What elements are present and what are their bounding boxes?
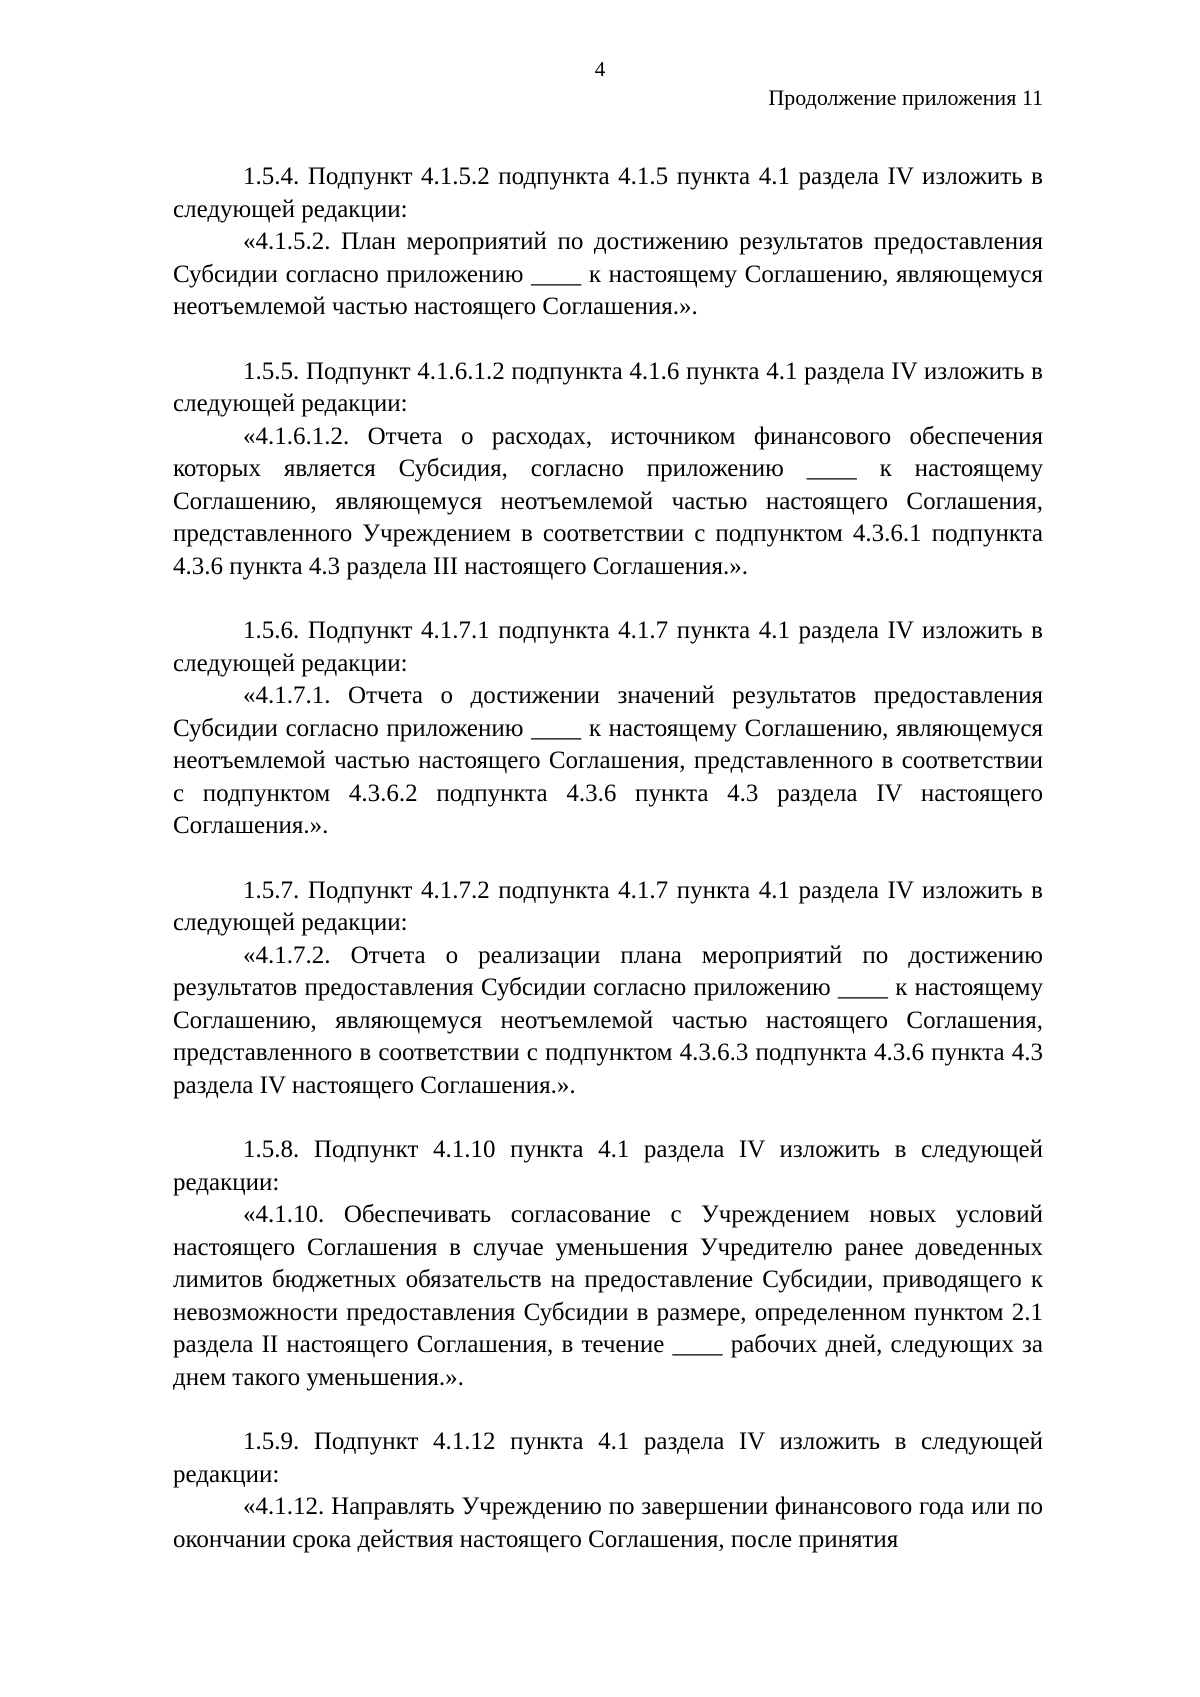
clause-1-5-8-heading: 1.5.8. Подпункт 4.1.10 пункта 4.1 раздела IV изложить в следующей редакции: <box>173 1136 1043 1196</box>
continuation-label: Продолжение приложения 11 <box>768 85 1043 110</box>
clause-1-5-5-heading: 1.5.5. Подпункт 4.1.6.1.2 подпункта 4.1.6 пункта 4.1 раздела IV изложить в следующей редакции: <box>173 357 1043 417</box>
clause-4-1-5-2-text: «4.1.5.2. План мероприятий по достижению результатов предоставления Субсидии согласно приложению ____ к настоящему Соглашению, являющемуся неотъемлемой частью настоящего Соглашения.». <box>173 228 1043 320</box>
clause-1-5-6-heading: 1.5.6. Подпункт 4.1.7.1 подпункта 4.1.7 пункта 4.1 раздела IV изложить в следующей редакции: <box>173 617 1043 677</box>
clause-1-5-7-heading: 1.5.7. Подпункт 4.1.7.2 подпункта 4.1.7 пункта 4.1 раздела IV изложить в следующей редакции: <box>173 876 1043 936</box>
clause-4-1-6-1-2-text: «4.1.6.1.2. Отчета о расходах, источником финансового обеспечения которых является Субсидия, согласно приложению ____ к настоящему Соглашению, являющемуся неотъемлемой частью настоящего Соглашения, представленного Учреждением в соответствии с подпунктом 4.3.6.1 подпункта 4.3.6 пункта 4.3 раздела III настоящего Соглашения.». <box>173 422 1043 580</box>
clause-4-1-10-text: «4.1.10. Обеспечивать согласование с Учреждением новых условий настоящего Соглашения в случае уменьшения Учредителю ранее доведенных лимитов бюджетных обязательств на предоставление Субсидии, приводящего к невозможности предоставления Субсидии в размере, определенном пунктом 2.1 раздела II настоящего Соглашения, в течение ____ рабочих дней, следующих за днем такого уменьшения.». <box>173 1201 1043 1391</box>
clause-4-1-7-1-text: «4.1.7.1. Отчета о достижении значений результатов предоставления Субсидии согласно приложению ____ к настоящему Соглашению, являющемуся неотъемлемой частью настоящего Соглашения, представленного в соответствии с подпунктом 4.3.6.2 подпункта 4.3.6 пункта 4.3 раздела IV настоящего Соглашения.». <box>173 682 1043 839</box>
clause-4-1-12-text: «4.1.12. Направлять Учреждению по завершении финансового года или по окончании срока действия настоящего Соглашения, после принятия <box>173 1493 1043 1553</box>
clause-4-1-7-2-text: «4.1.7.2. Отчета о реализации плана мероприятий по достижению результатов предоставления Субсидии согласно приложению ____ к настоящему Соглашению, являющемуся неотъемлемой частью настоящего Соглашения, представленного в соответствии с подпунктом 4.3.6.3 подпункта 4.3.6 пункта 4.3 раздела IV настоящего Соглашения.». <box>173 941 1043 1099</box>
document-body <box>173 161 1043 1556</box>
page-number: 4 <box>594 57 606 81</box>
clause-1-5-9-heading: 1.5.9. Подпункт 4.1.12 пункта 4.1 раздела IV изложить в следующей редакции: <box>173 1428 1043 1488</box>
clause-1-5-4-heading: 1.5.4. Подпункт 4.1.5.2 подпункта 4.1.5 пункта 4.1 раздела IV изложить в следующей редакции: <box>173 163 1043 223</box>
